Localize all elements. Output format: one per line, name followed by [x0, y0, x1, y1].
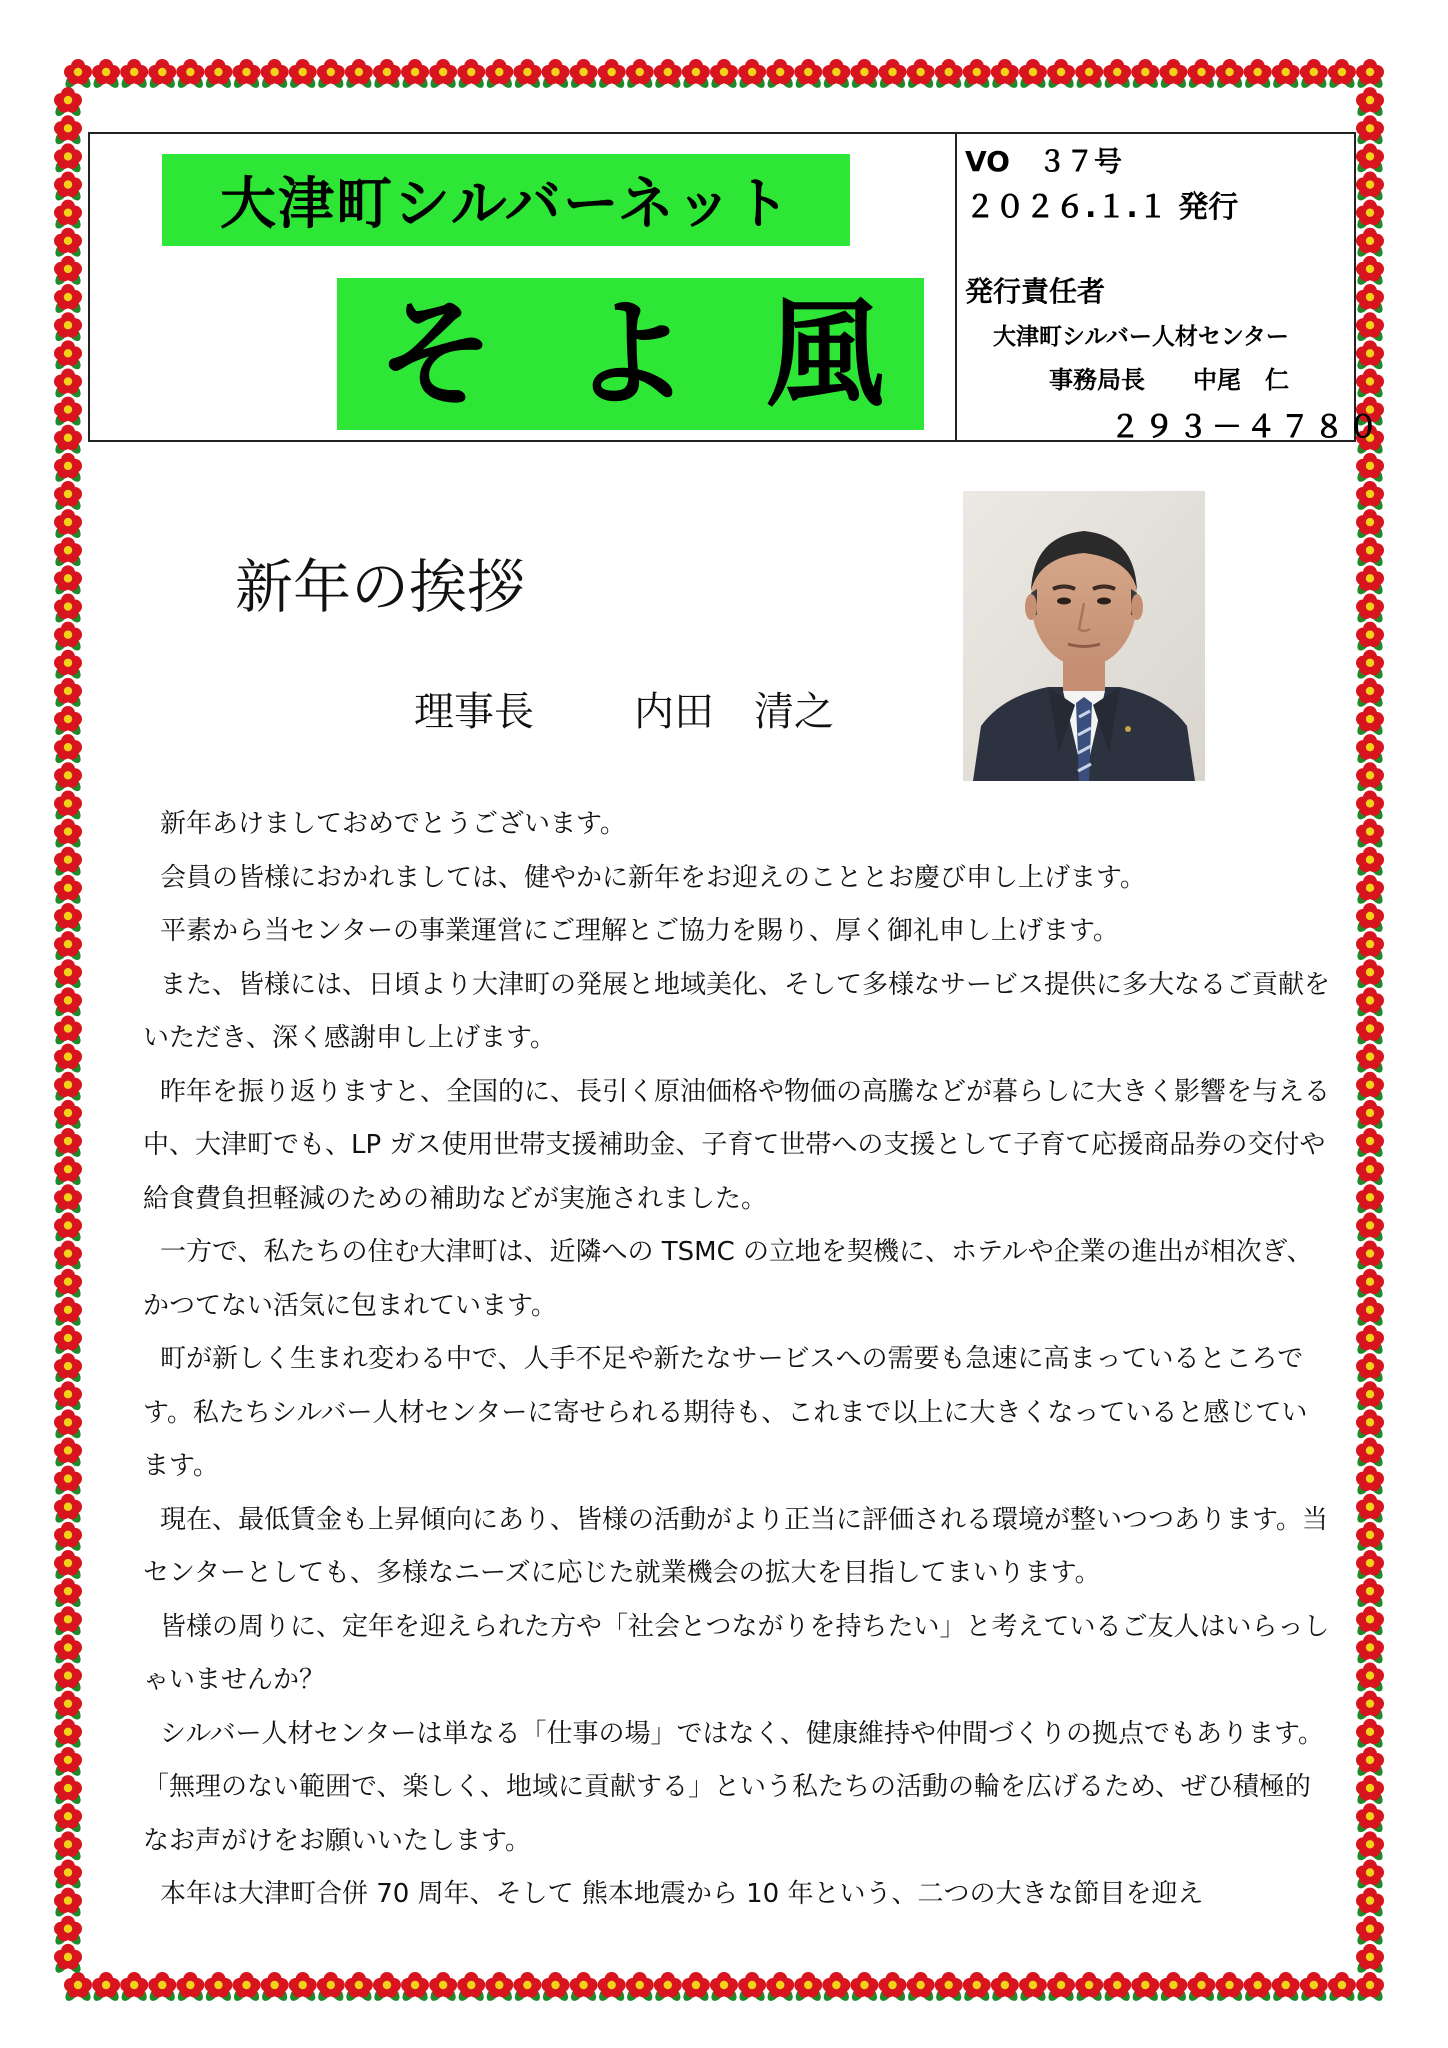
camellia-flower-icon [1355, 650, 1386, 681]
camellia-flower-icon [175, 59, 206, 90]
camellia-flower-icon [1355, 1016, 1386, 1047]
camellia-flower-icon [1355, 312, 1386, 343]
camellia-flower-icon [53, 1775, 84, 1806]
camellia-flower-icon [821, 1972, 852, 2003]
camellia-flower-icon [53, 987, 84, 1018]
camellia-flower-icon [709, 1972, 740, 2003]
camellia-flower-icon [1355, 87, 1386, 118]
camellia-flower-icon [1355, 1663, 1386, 1694]
camellia-flower-icon [962, 59, 993, 90]
camellia-flower-icon [484, 1972, 515, 2003]
camellia-flower-icon [1355, 678, 1386, 709]
camellia-flower-icon [568, 1972, 599, 2003]
camellia-flower-icon [91, 59, 122, 90]
camellia-flower-icon [1355, 368, 1386, 399]
camellia-flower-icon [53, 87, 84, 118]
camellia-flower-icon [1355, 987, 1386, 1018]
flower-border-right [1355, 87, 1386, 1975]
camellia-flower-icon [1355, 509, 1386, 540]
camellia-flower-icon [905, 59, 936, 90]
camellia-flower-icon [53, 678, 84, 709]
camellia-flower-icon [512, 59, 543, 90]
camellia-flower-icon [53, 1184, 84, 1215]
camellia-flower-icon [53, 1606, 84, 1637]
camellia-flower-icon [1355, 1916, 1386, 1947]
camellia-flower-icon [119, 1972, 150, 2003]
camellia-flower-icon [1355, 1156, 1386, 1187]
camellia-flower-icon [53, 368, 84, 399]
camellia-flower-icon [53, 1269, 84, 1300]
camellia-flower-icon [344, 59, 375, 90]
camellia-flower-icon [287, 59, 318, 90]
camellia-flower-icon [203, 1972, 234, 2003]
camellia-flower-icon [53, 1044, 84, 1075]
camellia-flower-icon [1102, 59, 1133, 90]
camellia-flower-icon [53, 847, 84, 878]
camellia-flower-icon [681, 1972, 712, 2003]
camellia-flower-icon [1355, 1634, 1386, 1665]
camellia-flower-icon [933, 59, 964, 90]
author-role: 理事長 [414, 689, 534, 735]
issue-date: ２０２６.１.１ 発行 [965, 190, 1239, 225]
article-paragraph: 現在、最低賃金も上昇傾向にあり、皆様の活動がより正当に評価される環境が整いつつあります。当センターとしても、多様なニーズに応じた就業機会の拡大を目指してまいります。 [143, 1504, 1328, 1588]
camellia-flower-icon [1355, 453, 1386, 484]
camellia-flower-icon [1355, 1437, 1386, 1468]
camellia-flower-icon [1355, 1775, 1386, 1806]
camellia-flower-icon [1355, 228, 1386, 259]
issue-volume: VO ３７号 [965, 145, 1122, 178]
camellia-flower-icon [1158, 59, 1189, 90]
camellia-flower-icon [53, 1691, 84, 1722]
camellia-flower-icon [1186, 59, 1217, 90]
camellia-flower-icon [1130, 59, 1161, 90]
portrait-photo [963, 491, 1205, 781]
camellia-flower-icon [53, 1494, 84, 1525]
camellia-flower-icon [849, 59, 880, 90]
camellia-flower-icon [1355, 1072, 1386, 1103]
camellia-flower-icon [53, 1016, 84, 1047]
camellia-flower-icon [1355, 1353, 1386, 1384]
camellia-flower-icon [1355, 959, 1386, 990]
camellia-flower-icon [1299, 1972, 1330, 2003]
camellia-flower-icon [1355, 734, 1386, 765]
camellia-flower-icon [1355, 622, 1386, 653]
camellia-flower-icon [1355, 481, 1386, 512]
camellia-flower-icon [53, 790, 84, 821]
camellia-flower-icon [53, 1381, 84, 1412]
camellia-flower-icon [1355, 537, 1386, 568]
camellia-flower-icon [53, 819, 84, 850]
camellia-flower-icon [990, 59, 1021, 90]
camellia-flower-icon [793, 1972, 824, 2003]
camellia-flower-icon [1355, 1381, 1386, 1412]
camellia-flower-icon [316, 59, 347, 90]
camellia-flower-icon [1355, 762, 1386, 793]
camellia-flower-icon [53, 1719, 84, 1750]
camellia-flower-icon [53, 1297, 84, 1328]
masthead-divider [955, 132, 957, 442]
camellia-flower-icon [400, 59, 431, 90]
camellia-flower-icon [53, 481, 84, 512]
camellia-flower-icon [428, 1972, 459, 2003]
camellia-flower-icon [53, 1803, 84, 1834]
camellia-flower-icon [1130, 1972, 1161, 2003]
camellia-flower-icon [1355, 1044, 1386, 1075]
camellia-flower-icon [1355, 903, 1386, 934]
masthead-subtitle-char: 風 [765, 284, 884, 423]
camellia-flower-icon [1355, 847, 1386, 878]
article-paragraph: 新年あけましておめでとうございます。 [160, 809, 626, 839]
camellia-flower-icon [1270, 1972, 1301, 2003]
camellia-flower-icon [1074, 59, 1105, 90]
camellia-flower-icon [905, 1972, 936, 2003]
camellia-flower-icon [1186, 1972, 1217, 2003]
masthead-subtitle-band [337, 278, 924, 430]
camellia-flower-icon [1355, 1494, 1386, 1525]
camellia-flower-icon [53, 284, 84, 315]
camellia-flower-icon [765, 1972, 796, 2003]
camellia-flower-icon [53, 397, 84, 428]
camellia-flower-icon [1355, 284, 1386, 315]
camellia-flower-icon [990, 1972, 1021, 2003]
camellia-flower-icon [1355, 1944, 1386, 1975]
camellia-flower-icon [1355, 1128, 1386, 1159]
camellia-flower-icon [316, 1972, 347, 2003]
article-paragraph: 平素から当センターの事業運営にご理解とご協力を賜り、厚く御礼申し上げます。 [160, 916, 1119, 946]
camellia-flower-icon [203, 59, 234, 90]
camellia-flower-icon [1355, 256, 1386, 287]
camellia-flower-icon [175, 1972, 206, 2003]
camellia-flower-icon [681, 59, 712, 90]
camellia-flower-icon [1355, 790, 1386, 821]
camellia-flower-icon [765, 59, 796, 90]
camellia-flower-icon [1355, 172, 1386, 203]
camellia-flower-icon [53, 1241, 84, 1272]
article-paragraph: 町が新しく生まれ変わる中で、人手不足や新たなサービスへの需要も急速に高まっているところです。私たちシルバー人材センターに寄せられる期待も、これまで以上に大きくなっていると感じています。 [143, 1344, 1308, 1481]
camellia-flower-icon [1355, 143, 1386, 174]
camellia-flower-icon [53, 1747, 84, 1778]
article-heading: 新年の挨拶 [235, 553, 526, 621]
camellia-flower-icon [53, 903, 84, 934]
camellia-flower-icon [91, 1972, 122, 2003]
camellia-flower-icon [53, 312, 84, 343]
camellia-flower-icon [53, 340, 84, 371]
camellia-flower-icon [1355, 1241, 1386, 1272]
camellia-flower-icon [53, 594, 84, 625]
article-paragraph: 一方で、私たちの住む大津町は、近隣への TSMC の立地を契機に、ホテルや企業の進出が相次ぎ、かつてない活気に包まれています。 [143, 1237, 1313, 1321]
camellia-flower-icon [53, 931, 84, 962]
camellia-flower-icon [793, 59, 824, 90]
camellia-flower-icon [1355, 59, 1386, 90]
camellia-flower-icon [456, 59, 487, 90]
camellia-flower-icon [1355, 594, 1386, 625]
camellia-flower-icon [53, 1128, 84, 1159]
camellia-flower-icon [147, 59, 178, 90]
camellia-flower-icon [1355, 931, 1386, 962]
camellia-flower-icon [53, 622, 84, 653]
camellia-flower-icon [484, 59, 515, 90]
camellia-flower-icon [540, 59, 571, 90]
camellia-flower-icon [877, 59, 908, 90]
camellia-flower-icon [1355, 1325, 1386, 1356]
camellia-flower-icon [1046, 59, 1077, 90]
camellia-flower-icon [1214, 1972, 1245, 2003]
camellia-flower-icon [53, 537, 84, 568]
camellia-flower-icon [1355, 706, 1386, 737]
camellia-flower-icon [53, 172, 84, 203]
camellia-flower-icon [1355, 1719, 1386, 1750]
article-paragraph: 本年は大津町合併 70 周年、そして 熊本地震から 10 年という、二つの大きな節目を迎え [160, 1879, 1204, 1909]
camellia-flower-icon [1355, 1972, 1386, 2003]
camellia-flower-icon [63, 1972, 94, 2003]
camellia-flower-icon [540, 1972, 571, 2003]
camellia-flower-icon [53, 1888, 84, 1919]
camellia-flower-icon [1046, 1972, 1077, 2003]
camellia-flower-icon [53, 1156, 84, 1187]
camellia-flower-icon [1355, 565, 1386, 596]
camellia-flower-icon [1074, 1972, 1105, 2003]
camellia-flower-icon [53, 1409, 84, 1440]
camellia-flower-icon [737, 1972, 768, 2003]
camellia-flower-icon [653, 1972, 684, 2003]
flower-border-left [53, 87, 84, 1975]
flower-border-bottom [63, 1972, 1386, 2003]
camellia-flower-icon [624, 1972, 655, 2003]
camellia-flower-icon [259, 59, 290, 90]
camellia-flower-icon [372, 59, 403, 90]
article-paragraph: 会員の皆様におかれましては、健やかに新年をお迎えのこととお慶び申し上げます。 [160, 862, 1146, 893]
camellia-flower-icon [53, 1831, 84, 1862]
camellia-flower-icon [1355, 1578, 1386, 1609]
camellia-flower-icon [568, 59, 599, 90]
camellia-flower-icon [1355, 1297, 1386, 1328]
camellia-flower-icon [53, 1944, 84, 1975]
camellia-flower-icon [53, 1437, 84, 1468]
camellia-flower-icon [1355, 875, 1386, 906]
camellia-flower-icon [231, 59, 262, 90]
camellia-flower-icon [400, 1972, 431, 2003]
camellia-flower-icon [53, 734, 84, 765]
camellia-flower-icon [53, 143, 84, 174]
camellia-flower-icon [287, 1972, 318, 2003]
camellia-flower-icon [1355, 1269, 1386, 1300]
camellia-flower-icon [53, 200, 84, 231]
camellia-flower-icon [596, 1972, 627, 2003]
camellia-flower-icon [53, 1634, 84, 1665]
camellia-flower-icon [1355, 1888, 1386, 1919]
camellia-flower-icon [596, 59, 627, 90]
camellia-flower-icon [231, 1972, 262, 2003]
camellia-flower-icon [428, 59, 459, 90]
camellia-flower-icon [53, 1663, 84, 1694]
camellia-flower-icon [1102, 1972, 1133, 2003]
camellia-flower-icon [53, 959, 84, 990]
camellia-flower-icon [344, 1972, 375, 2003]
camellia-flower-icon [1270, 59, 1301, 90]
camellia-flower-icon [53, 706, 84, 737]
camellia-flower-icon [1242, 59, 1273, 90]
camellia-flower-icon [1355, 1803, 1386, 1834]
publisher-phone: ２９３－４７８０ [1110, 410, 1382, 445]
camellia-flower-icon [1355, 1606, 1386, 1637]
camellia-flower-icon [1355, 1184, 1386, 1215]
camellia-flower-icon [877, 1972, 908, 2003]
flower-border-top [63, 59, 1386, 90]
camellia-flower-icon [456, 1972, 487, 2003]
camellia-flower-icon [53, 762, 84, 793]
camellia-flower-icon [53, 256, 84, 287]
author-name: 内田 清之 [634, 689, 834, 735]
camellia-flower-icon [63, 59, 94, 90]
article-paragraph: シルバー人材センターは単なる「仕事の場」ではなく、健康維持や仲間づくりの拠点でもあります。「無理のない範囲で、楽しく、地域に貢献する」という私たちの活動の輪を広げるため、ぜひ積極的なお声がけをお願いいたします。 [143, 1718, 1324, 1856]
camellia-flower-icon [53, 1100, 84, 1131]
camellia-flower-icon [53, 228, 84, 259]
camellia-flower-icon [53, 1466, 84, 1497]
camellia-flower-icon [512, 1972, 543, 2003]
camellia-flower-icon [1355, 115, 1386, 146]
camellia-flower-icon [53, 1550, 84, 1581]
camellia-flower-icon [1018, 59, 1049, 90]
camellia-flower-icon [53, 1325, 84, 1356]
camellia-flower-icon [653, 59, 684, 90]
publisher-organization: 大津町シルバー人材センター [993, 324, 1289, 350]
camellia-flower-icon [1242, 1972, 1273, 2003]
camellia-flower-icon [53, 115, 84, 146]
article-paragraph: また、皆様には、日頃より大津町の発展と地域美化、そして多様なサービス提供に多大なるご貢献をいただき、深く感謝申し上げます。 [143, 969, 1331, 1053]
camellia-flower-icon [53, 509, 84, 540]
camellia-flower-icon [1327, 1972, 1358, 2003]
camellia-flower-icon [933, 1972, 964, 2003]
camellia-flower-icon [1355, 1522, 1386, 1553]
camellia-flower-icon [259, 1972, 290, 2003]
camellia-flower-icon [53, 1072, 84, 1103]
publisher-director: 事務局長 中尾 仁 [1049, 366, 1289, 394]
camellia-flower-icon [53, 1212, 84, 1243]
publisher-label: 発行責任者 [965, 275, 1106, 308]
camellia-flower-icon [53, 425, 84, 456]
camellia-flower-icon [53, 565, 84, 596]
camellia-flower-icon [53, 1522, 84, 1553]
camellia-flower-icon [53, 1353, 84, 1384]
camellia-flower-icon [1355, 1859, 1386, 1890]
article-body [143, 798, 1333, 1922]
camellia-flower-icon [1355, 1466, 1386, 1497]
camellia-flower-icon [53, 1859, 84, 1890]
camellia-flower-icon [1327, 59, 1358, 90]
article-paragraph: 皆様の周りに、定年を迎えられた方や「社会とつながりを持ちたい」と考えているご友人はいらっしゃいませんか？ [143, 1611, 1330, 1695]
camellia-flower-icon [1214, 59, 1245, 90]
camellia-flower-icon [1158, 1972, 1189, 2003]
camellia-flower-icon [53, 1578, 84, 1609]
article-paragraph: 昨年を振り返りますと、全国的に、長引く原油価格や物価の高騰などが暮らしに大きく影響を与える中、大津町でも、LP ガス使用世帯支援補助金、子育て世帯への支援として子育て応援商品券の交付や給食費負担軽減のための補助などが実施されました。 [143, 1076, 1331, 1214]
camellia-flower-icon [1355, 200, 1386, 231]
camellia-flower-icon [1355, 1550, 1386, 1581]
camellia-flower-icon [119, 59, 150, 90]
camellia-flower-icon [1355, 1691, 1386, 1722]
camellia-flower-icon [1299, 59, 1330, 90]
masthead-title: 大津町シルバーネット [220, 172, 792, 237]
camellia-flower-icon [372, 1972, 403, 2003]
camellia-flower-icon [53, 1916, 84, 1947]
camellia-flower-icon [709, 59, 740, 90]
camellia-flower-icon [1355, 1409, 1386, 1440]
camellia-flower-icon [147, 1972, 178, 2003]
camellia-flower-icon [1355, 1747, 1386, 1778]
camellia-flower-icon [53, 453, 84, 484]
masthead-title-band [162, 154, 850, 246]
masthead-subtitle-char: そ [377, 284, 496, 423]
camellia-flower-icon [624, 59, 655, 90]
camellia-flower-icon [1018, 1972, 1049, 2003]
camellia-flower-icon [849, 1972, 880, 2003]
masthead-subtitle-char: よ [571, 284, 690, 423]
camellia-flower-icon [821, 59, 852, 90]
camellia-flower-icon [737, 59, 768, 90]
camellia-flower-icon [1355, 1100, 1386, 1131]
camellia-flower-icon [1355, 340, 1386, 371]
camellia-flower-icon [53, 650, 84, 681]
camellia-flower-icon [1355, 1212, 1386, 1243]
camellia-flower-icon [53, 875, 84, 906]
camellia-flower-icon [962, 1972, 993, 2003]
camellia-flower-icon [1355, 819, 1386, 850]
camellia-flower-icon [1355, 1831, 1386, 1862]
